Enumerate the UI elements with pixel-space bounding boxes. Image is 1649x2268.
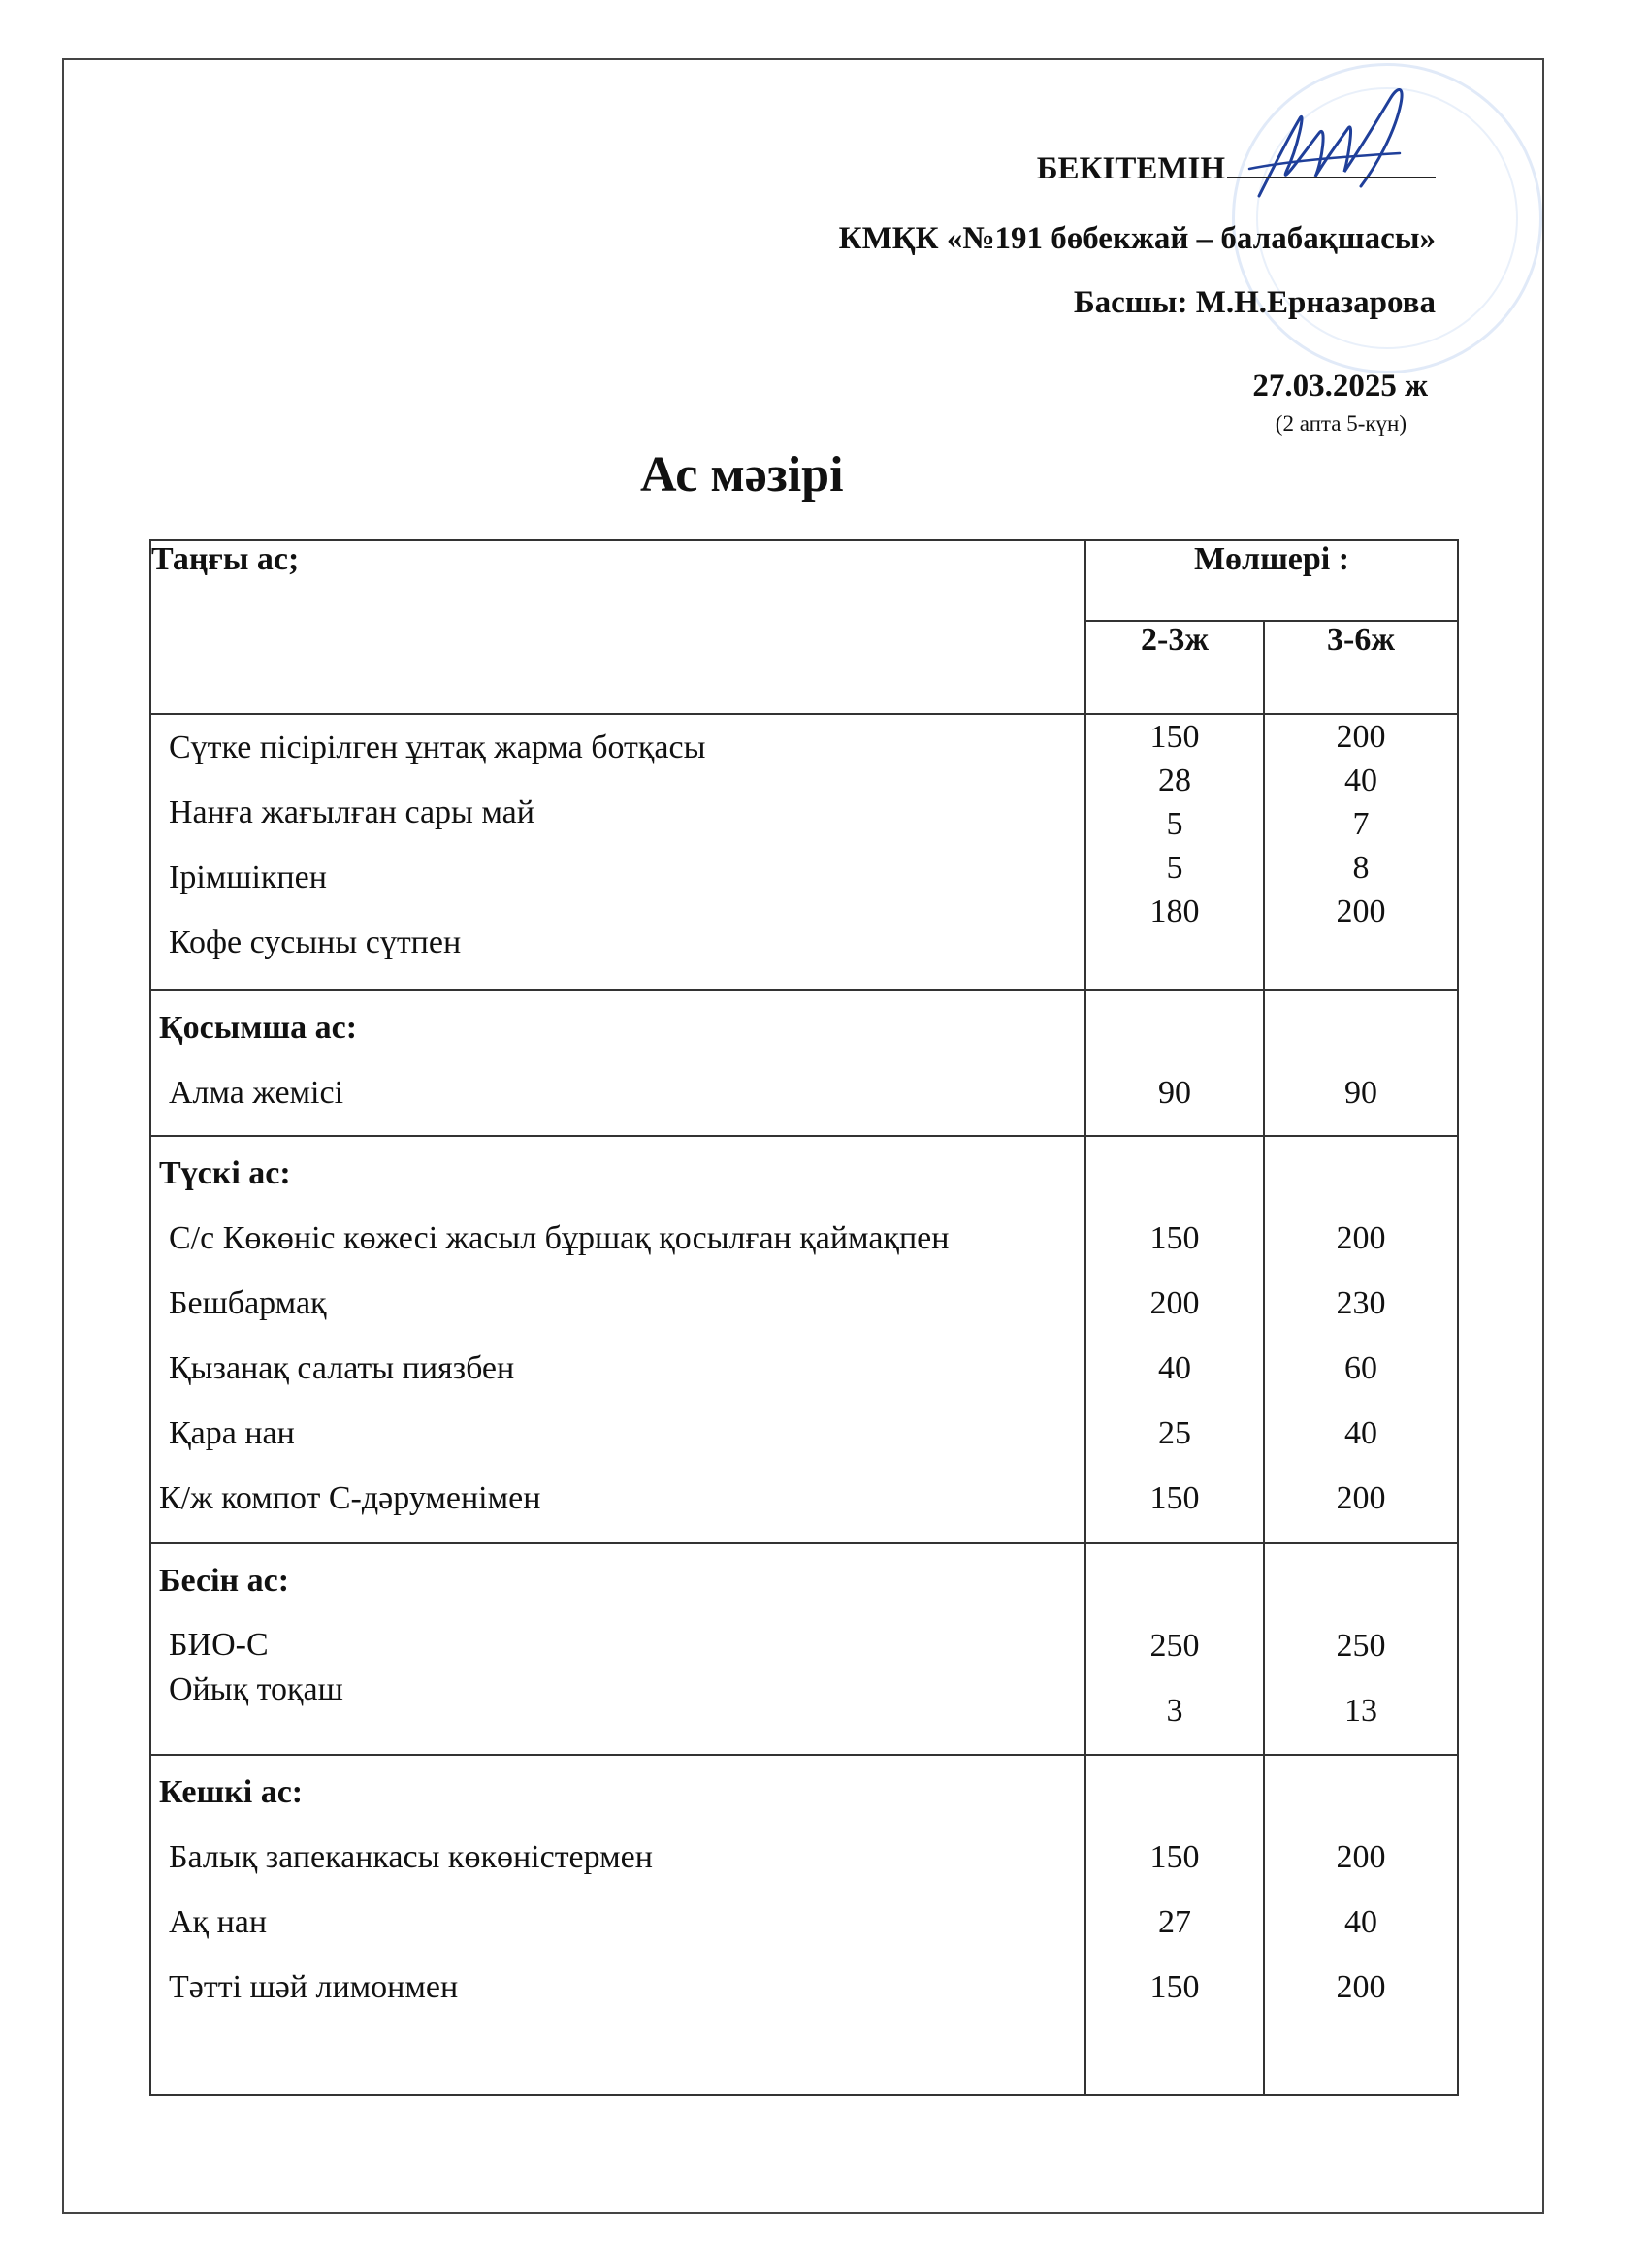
amount-value: 3 — [1166, 1693, 1183, 1729]
organization-name: КМҚК «№191 бөбекжай – балабақшасы» — [838, 221, 1436, 256]
amount-value: 200 — [1336, 719, 1386, 755]
amount-value: 28 — [1158, 762, 1191, 798]
amount-value: 200 — [1336, 1839, 1386, 1875]
list-item: Тәтті шәй лимонмен — [169, 1969, 459, 2005]
dinner-amounts-3-6 — [1264, 1755, 1458, 2095]
list-item: Кофе сусыны сүтпен — [169, 924, 462, 960]
amount-value: 150 — [1149, 1969, 1200, 2005]
breakfast-amounts-3-6 — [1264, 714, 1458, 990]
amount-value: 200 — [1336, 1480, 1386, 1516]
section-title: Түскі ас: — [159, 1155, 291, 1191]
amount-value: 5 — [1166, 850, 1183, 886]
list-item: Нанға жағылған сары май — [169, 794, 534, 830]
amount-value: 200 — [1336, 893, 1386, 929]
amount-value: 40 — [1158, 1350, 1191, 1386]
dinner-items — [150, 1755, 1085, 2095]
list-item: Сүтке пісірілген ұнтақ жарма ботқасы — [169, 729, 706, 765]
lunch-items — [150, 1136, 1085, 1543]
list-item: Алма жемісі — [169, 1075, 344, 1111]
amount-value: 180 — [1149, 893, 1200, 929]
dinner-amounts-2-3 — [1085, 1755, 1264, 2095]
menu-date: 27.03.2025 ж — [1252, 369, 1428, 404]
amount-value: 90 — [1158, 1075, 1191, 1111]
amount-value: 60 — [1344, 1350, 1377, 1386]
section-title: Кешкі ас: — [159, 1774, 304, 1810]
list-item: К/ж компот С-дәруменімен — [159, 1480, 541, 1516]
age-3-6-header: 3-6ж — [1264, 621, 1458, 714]
amount-value: 200 — [1336, 1969, 1386, 2005]
amount-value: 40 — [1344, 1415, 1377, 1451]
amount-value: 25 — [1158, 1415, 1191, 1451]
amount-value: 150 — [1149, 1220, 1200, 1256]
section-title: Қосымша ас: — [159, 1010, 358, 1046]
amount-value: 230 — [1336, 1285, 1386, 1321]
list-item: С/с Көкөніс көжесі жасыл бұршақ қосылған қаймақпен — [169, 1220, 950, 1256]
list-item: Балық запеканкасы көкөністермен — [169, 1839, 653, 1875]
amount-value: 8 — [1352, 850, 1370, 886]
approval-line: БЕКІТЕМІН — [1037, 147, 1436, 187]
afternoon-items — [150, 1543, 1085, 1755]
amount-value: 90 — [1344, 1075, 1377, 1111]
amount-value: 250 — [1149, 1628, 1200, 1664]
list-item: Ойық тоқаш — [169, 1671, 343, 1707]
afternoon-amounts-3-6 — [1264, 1543, 1458, 1755]
snack-amounts-3-6 — [1264, 990, 1458, 1136]
list-item: Ақ нан — [169, 1904, 268, 1940]
amount-value: 40 — [1344, 762, 1377, 798]
amount-value: 200 — [1336, 1220, 1386, 1256]
list-item: Бешбармақ — [169, 1285, 327, 1321]
list-item: Қара нан — [169, 1415, 295, 1451]
page-title: Ас мәзірі — [640, 447, 844, 502]
amount-value: 13 — [1344, 1693, 1377, 1729]
signature-line — [1227, 147, 1436, 178]
breakfast-items — [150, 714, 1085, 990]
amount-value: 27 — [1158, 1904, 1191, 1940]
breakfast-amounts-2-3 — [1085, 714, 1264, 990]
lunch-amounts-3-6 — [1264, 1136, 1458, 1543]
amount-value: 150 — [1149, 1480, 1200, 1516]
amount-value: 5 — [1166, 806, 1183, 842]
list-item: Қызанақ салаты пиязбен — [169, 1350, 515, 1386]
head-name: Басшы: М.Н.Ерназарова — [1073, 285, 1436, 320]
snack-amounts-2-3 — [1085, 990, 1264, 1136]
breakfast-header: Таңғы ас; — [150, 540, 1085, 714]
lunch-amounts-2-3 — [1085, 1136, 1264, 1543]
amount-value: 40 — [1344, 1904, 1377, 1940]
list-item: БИО-С — [169, 1627, 269, 1663]
amount-value: 200 — [1149, 1285, 1200, 1321]
week-day-note: (2 апта 5-күн) — [1275, 411, 1406, 436]
amount-value: 7 — [1352, 806, 1370, 842]
amount-value: 150 — [1149, 1839, 1200, 1875]
afternoon-amounts-2-3 — [1085, 1543, 1264, 1755]
amount-header: Мөлшері : — [1085, 540, 1458, 621]
age-2-3-header: 2-3ж — [1085, 621, 1264, 714]
snack-items — [150, 990, 1085, 1136]
section-title: Бесін ас: — [159, 1563, 290, 1599]
amount-value: 150 — [1149, 719, 1200, 755]
list-item: Ірімшікпен — [169, 859, 327, 895]
menu-table — [149, 539, 1459, 2096]
amount-value: 250 — [1336, 1628, 1386, 1664]
